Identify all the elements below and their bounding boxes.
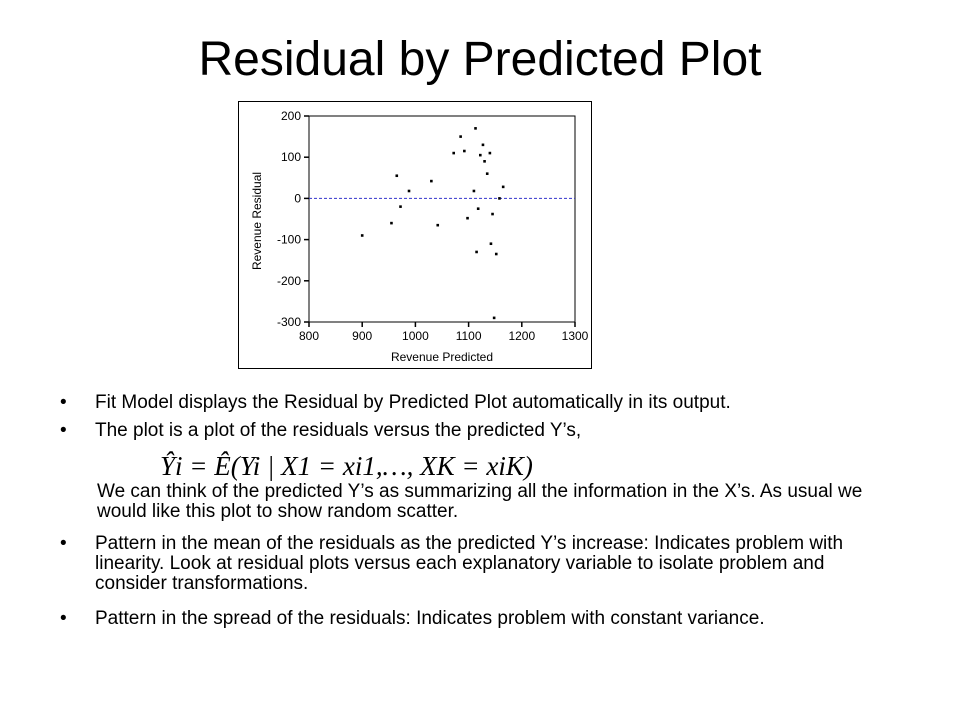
continuation-text: We can think of the predicted Y’s as summarizing all the information in the X’s. As usual we would like this plot to show random scatter.	[97, 481, 863, 522]
data-point	[493, 317, 496, 320]
residual-scatter-plot	[239, 102, 591, 368]
bullet-text: The plot is a plot of the residuals versus the predicted Y’s,	[95, 420, 582, 441]
y-tick-label: 200	[280, 109, 301, 123]
x-tick-label: 800	[298, 329, 320, 343]
data-point	[395, 174, 398, 177]
y-tick-label: 100	[280, 150, 301, 165]
data-point	[477, 207, 480, 210]
bullet-dot: •	[60, 420, 67, 441]
data-point	[479, 154, 482, 157]
data-point	[390, 222, 393, 225]
predicted-value-formula: Ŷi = Ê(Yi | X1 = xi1,…, XK = xiK)	[160, 451, 533, 481]
y-tick-label: -300	[276, 315, 301, 329]
data-point	[452, 152, 455, 155]
data-point	[498, 197, 501, 200]
data-point	[475, 251, 478, 254]
x-tick-label: 900	[352, 329, 373, 343]
data-point	[490, 242, 493, 245]
x-axis-label: Revenue Predicted	[390, 350, 494, 364]
x-tick-label: 1000	[402, 329, 429, 343]
chart-panel	[238, 101, 592, 369]
data-point	[474, 127, 477, 130]
y-tick-label: -200	[276, 273, 301, 288]
data-point	[483, 160, 486, 163]
x-tick-label: 1100	[455, 329, 482, 343]
data-point	[436, 224, 439, 227]
data-point	[361, 234, 364, 237]
bullet-dot: •	[60, 392, 67, 413]
data-point	[491, 213, 494, 216]
data-point	[459, 135, 462, 138]
bullet-text: Pattern in the spread of the residuals: Indicates problem with constant variance.	[95, 608, 765, 629]
data-point	[502, 186, 505, 189]
plot-area	[309, 116, 575, 322]
data-point	[486, 172, 489, 175]
data-point	[430, 180, 433, 183]
y-tick-label: 0	[294, 191, 301, 206]
y-axis-label: Revenue Residual	[250, 171, 264, 271]
x-tick-label: 1300	[561, 329, 589, 343]
bullet-text: Pattern in the mean of the residuals as the predicted Y’s increase: Indicates problem with linearity. Look at residual plots versus each explanatory variable to isolate problem and consider transformations.	[95, 533, 844, 594]
bullet-text: Fit Model displays the Residual by Predicted Plot automatically in its output.	[95, 392, 731, 413]
data-point	[495, 253, 498, 256]
slide-title: Residual by Predicted Plot	[198, 33, 762, 86]
data-point	[473, 190, 476, 193]
bullet-dot: •	[60, 533, 67, 554]
data-point	[482, 144, 485, 147]
data-point	[399, 205, 402, 208]
data-point	[463, 150, 466, 153]
bullet-dot: •	[60, 608, 67, 629]
x-tick-label: 1200	[508, 329, 536, 343]
data-point	[408, 190, 411, 193]
data-point	[489, 152, 492, 155]
data-point	[466, 217, 469, 220]
y-tick-label: -100	[276, 232, 301, 247]
